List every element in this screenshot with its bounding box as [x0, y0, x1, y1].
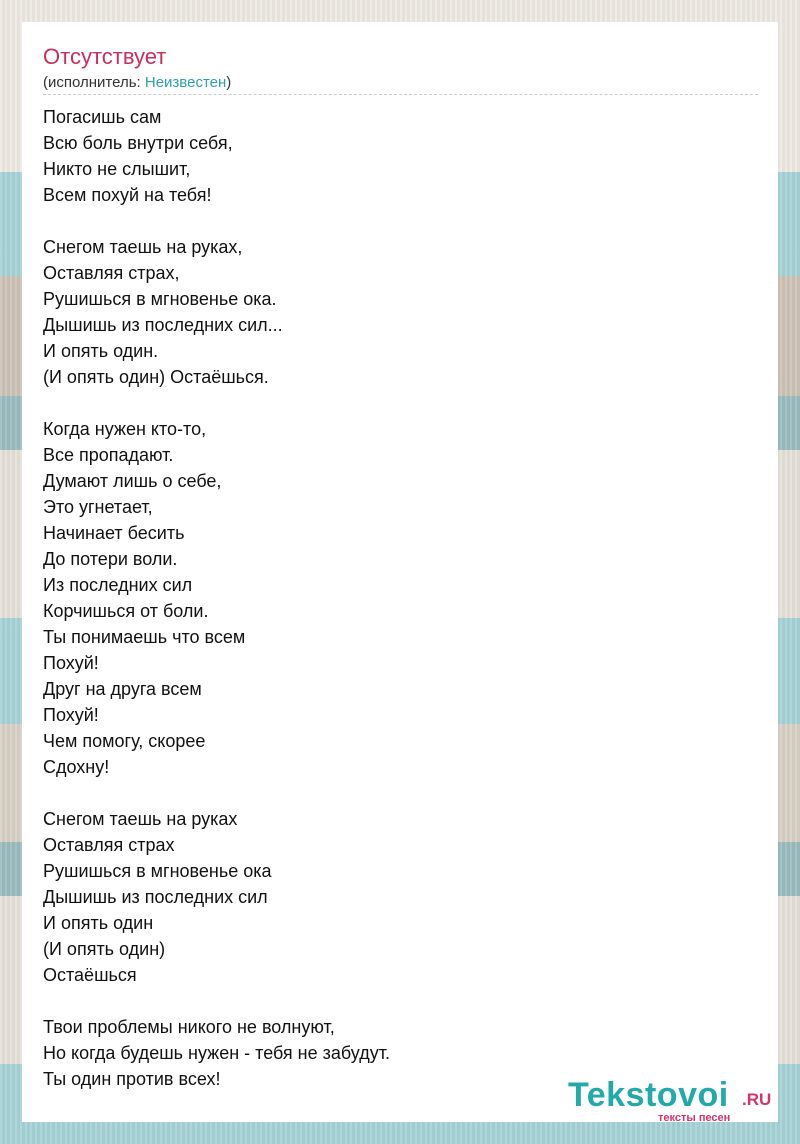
- lyric-line: Корчишься от боли.: [43, 601, 209, 621]
- artist-link[interactable]: Неизвестен: [144, 74, 227, 91]
- lyric-line: Дышишь из последних сил: [43, 887, 268, 907]
- lyric-line: Остаёшься: [43, 965, 137, 985]
- lyrics-stanza: [43, 1014, 390, 1092]
- lyric-line: Твои проблемы никого не волнуют,: [43, 1017, 335, 1037]
- lyric-line: Никто не слышит,: [43, 159, 191, 179]
- lyric-line: Рушишься в мгновенье ока.: [43, 289, 277, 309]
- lyric-line: Когда нужен кто-то,: [43, 419, 207, 439]
- lyric-line: И опять один: [43, 913, 154, 933]
- lyric-line: Рушишься в мгновенье ока: [43, 861, 272, 881]
- divider: [43, 94, 758, 95]
- song-title: Отсутствует: [43, 44, 167, 69]
- lyric-line: Всем похуй на тебя!: [43, 185, 212, 205]
- artist-byline: [43, 74, 231, 91]
- lyric-line: Это угнетает,: [43, 497, 153, 517]
- lyric-line: Похуй!: [43, 705, 99, 725]
- lyric-line: Погасишь сам: [43, 107, 162, 127]
- lyric-line: Снегом таешь на руках: [43, 809, 238, 829]
- lyric-line: Оставляя страх: [43, 835, 175, 855]
- lyrics-stanza: [43, 104, 390, 208]
- lyrics-body: [43, 104, 390, 1118]
- lyric-line: Ты один против всех!: [43, 1069, 221, 1089]
- lyric-line: (И опять один): [43, 939, 166, 959]
- lyric-line: Начинает бесить: [43, 523, 185, 543]
- logo-domain: .RU: [742, 1090, 772, 1109]
- lyric-line: Оставляя страх,: [43, 263, 180, 283]
- logo-wordmark: Tekstovoi: [568, 1076, 729, 1114]
- lyrics-stanza: [43, 234, 390, 390]
- lyric-line: Сдохну!: [43, 757, 110, 777]
- lyric-line: (И опять один) Остаёшься.: [43, 367, 269, 387]
- lyric-line: Но когда будешь нужен - тебя не забудут.: [43, 1043, 390, 1063]
- byline-suffix: ): [226, 74, 232, 91]
- lyric-line: Все пропадают.: [43, 445, 174, 465]
- lyric-line: Снегом таешь на руках,: [43, 237, 243, 257]
- lyric-line: Думают лишь о себе,: [43, 471, 222, 491]
- lyric-line: До потери воли.: [43, 549, 178, 569]
- lyric-line: И опять один.: [43, 341, 159, 361]
- lyrics-stanza: [43, 806, 390, 988]
- lyrics-stanza: [43, 416, 390, 780]
- byline-prefix: (исполнитель:: [43, 74, 145, 91]
- site-logo[interactable]: [568, 1076, 778, 1126]
- lyric-line: Из последних сил: [43, 575, 193, 595]
- lyrics-sheet: [22, 22, 778, 1122]
- lyric-line: Всю боль внутри себя,: [43, 133, 233, 153]
- lyric-line: Друг на друга всем: [43, 679, 202, 699]
- lyric-line: Похуй!: [43, 653, 99, 673]
- lyric-line: Дышишь из последних сил...: [43, 315, 283, 335]
- lyric-line: Чем помогу, скорее: [43, 731, 206, 751]
- lyric-line: Ты понимаешь что всем: [43, 627, 246, 647]
- logo-tagline: тексты песен: [658, 1112, 731, 1124]
